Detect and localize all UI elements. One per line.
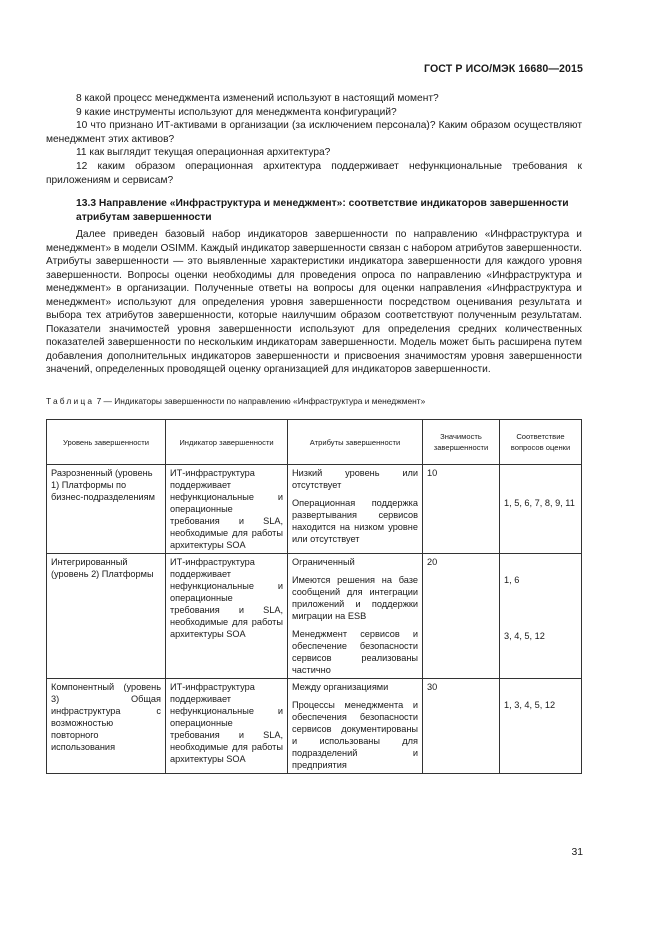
question-item: 11 как выглядит текущая операционная архитектура? bbox=[76, 147, 331, 159]
attribute-item: Ограниченный bbox=[292, 557, 355, 567]
section-body: Далее приведен базовый набор индикаторов завершенности по направлению «Инфраструктура и менеджмент» в модели OSIMM. Каждый индикатор завершенности связан с набором атрибутов завершенности. Атрибуты завершенности — это выявленные характеристики индикатора завершенности для каждого уровня завершенности. Вопросы оценки необходимы для проведения опроса по направлению «Инфраструктура и менеджмент» в организации. Полученные ответы на вопросы для оценки направления «Инфраструктура и менеджмент» используют для определения уровня завершенности посредством оценивания результата и выбора тех атрибутов завершенности, которые наилучшим образом соответствуют полученным результатам. Показатели значимостей уровня завершенности используют для определения средних количественных показателей завершенности по нескольким индикаторам завершенности. Модель может быть расширена путем добавления дополнительных индикаторов завершенности и присвоения значимостям уровня завершенности значений, определенных проводящей оценку организацией для индикаторов завершенности. bbox=[46, 229, 582, 375]
weight-cell: 20 bbox=[423, 554, 500, 679]
questions-cell bbox=[500, 465, 582, 554]
question-item: 9 какие инструменты используют для менеджмента конфигураций? bbox=[76, 106, 397, 118]
table-row bbox=[47, 465, 582, 554]
maturity-table bbox=[46, 419, 582, 774]
table-header-row bbox=[47, 420, 582, 465]
question-ref: 1, 5, 6, 7, 8, 9, 11 bbox=[504, 498, 575, 508]
table-row bbox=[47, 554, 582, 679]
weight-cell: 30 bbox=[423, 679, 500, 774]
section-heading: 13.3 Направление «Инфраструктура и менеджмент»: соответствие индикаторов завершенности атрибутам завершенности bbox=[76, 198, 569, 223]
indicator-cell: ИТ-инфраструктура поддерживает нефункциональные и операционные требования и SLA, необходимые для работы архитектуры SOA bbox=[166, 554, 288, 679]
question-item: 8 какой процесс менеджмента изменений используют в настоящий момент? bbox=[76, 93, 439, 104]
attributes-cell bbox=[288, 679, 423, 774]
question-ref: 1, 6 bbox=[504, 575, 520, 585]
header-attributes: Атрибуты завершенности bbox=[288, 420, 423, 465]
table-row bbox=[47, 679, 582, 774]
question-ref bbox=[504, 681, 577, 693]
attribute-item: Операционная поддержка развертывания сервисов находится на низком уровне или отсутствует bbox=[292, 498, 418, 544]
question-item: 12 каким образом операционная архитектура поддерживает нефункциональные требования к приложениям и сервисам? bbox=[46, 160, 582, 186]
page-number: 31 bbox=[571, 847, 583, 858]
attribute-item: Менеджмент сервисов и обеспечение безопасности сервисов реализованы частично bbox=[292, 629, 418, 675]
header-indicator: Индикатор завершенности bbox=[166, 420, 288, 465]
questions-cell bbox=[500, 679, 582, 774]
standard-header: ГОСТ Р ИСО/МЭК 16680—2015 bbox=[424, 63, 583, 75]
header-questions: Соответствие вопросов оценки bbox=[500, 420, 582, 465]
attribute-item: Между организациями bbox=[292, 682, 389, 692]
attribute-item: Низкий уровень или отсутствует bbox=[292, 468, 418, 490]
indicator-cell: ИТ-инфраструктура поддерживает нефункциональные и операционные требования и SLA, необходимые для работы архитектуры SOA bbox=[166, 679, 288, 774]
level-cell: Компонентный (уровень 3) Общая инфраструктура с возможностью повторного использования bbox=[47, 679, 166, 774]
question-ref bbox=[504, 556, 577, 568]
attribute-item: Имеются решения на базе сообщений для интеграции приложений и поддержки миграции на ESB bbox=[292, 575, 418, 621]
table-caption-text: 7 — Индикаторы завершенности по направлению «Инфраструктура и менеджмент» bbox=[94, 396, 426, 406]
attributes-cell bbox=[288, 554, 423, 679]
header-level: Уровень завершенности bbox=[47, 420, 166, 465]
level-cell: Интегрированный (уровень 2) Платформы bbox=[47, 554, 166, 679]
table-caption bbox=[46, 396, 425, 406]
question-ref: 3, 4, 5, 12 bbox=[504, 631, 545, 641]
header-weight: Значимость завершенности bbox=[423, 420, 500, 465]
attribute-item: Процессы менеджмента и обеспечения безопасности сервисов документированы и использованы для подразделений и предприятия bbox=[292, 700, 418, 770]
level-cell: Разрозненный (уровень 1) Платформы по бизнес-подразделениям bbox=[47, 465, 166, 554]
table-caption-prefix: Таблица bbox=[46, 396, 95, 406]
indicator-cell: ИТ-инфраструктура поддерживает нефункциональные и операционные требования и SLA, необходимые для работы архитектуры SOA bbox=[166, 465, 288, 554]
weight-cell: 10 bbox=[423, 465, 500, 554]
question-ref bbox=[504, 467, 577, 491]
attributes-cell bbox=[288, 465, 423, 554]
question-list bbox=[46, 92, 582, 187]
question-item: 10 что признано ИТ-активами в организации (за исключением персонала)? Каким образом осуществляют менеджмент этих активов? bbox=[46, 120, 582, 145]
question-ref: 1, 3, 4, 5, 12 bbox=[504, 700, 556, 710]
questions-cell bbox=[500, 554, 582, 679]
